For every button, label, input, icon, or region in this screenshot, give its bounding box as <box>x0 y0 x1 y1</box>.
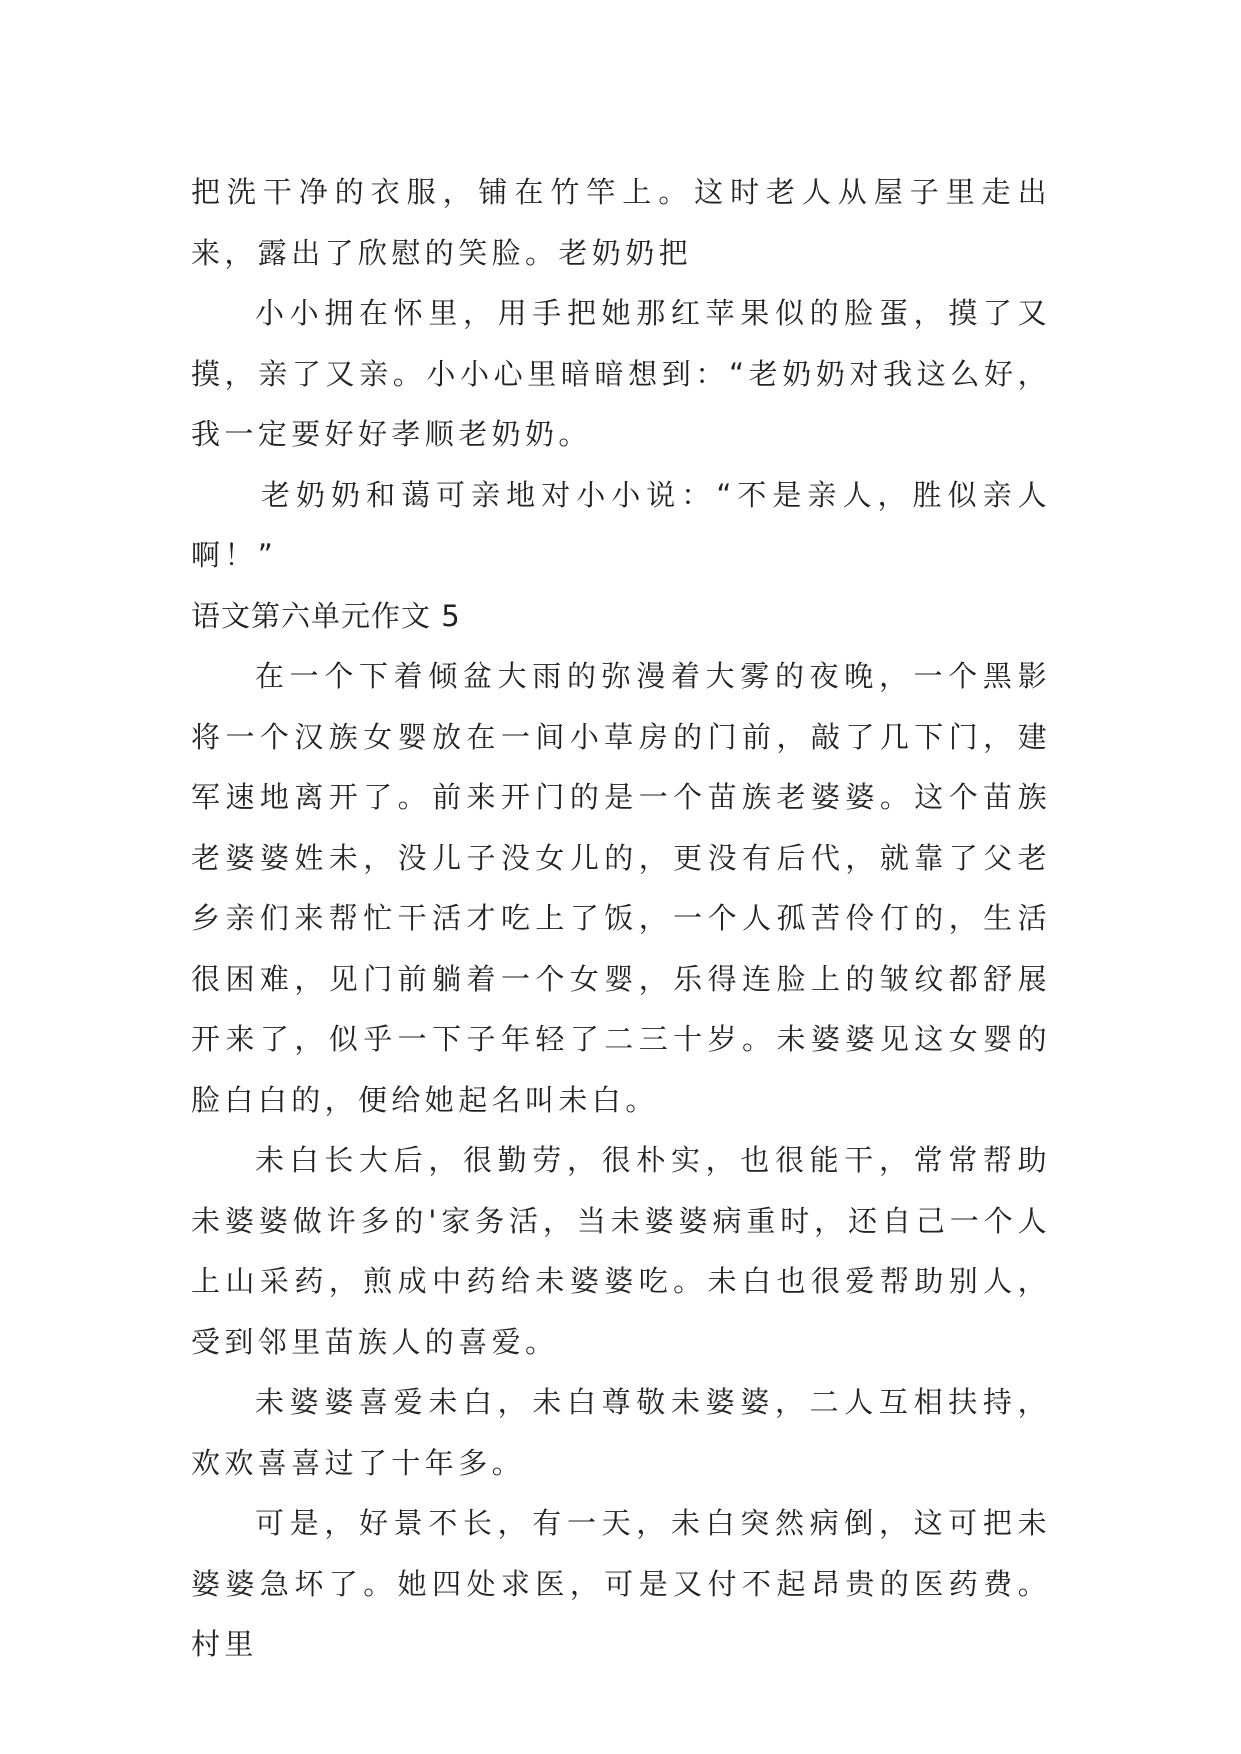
paragraph-3: 老奶奶和蔼可亲地对小小说：“不是亲人，胜似亲人啊！” <box>191 477 1051 572</box>
paragraph-6: 未婆婆喜爱未白，未白尊敬未婆婆，二人互相扶持，欢欢喜喜过了十年多。 <box>191 1385 1051 1480</box>
paragraph-4: 在一个下着倾盆大雨的弥漫着大雾的夜晚，一个黑影将一个汉族女婴放在一间小草房的门前，敲了几下门，建军速地离开了。前来开门的是一个苗族老婆婆。这个苗族老婆婆姓未，没儿子没女儿的，更没有后代，就靠了父老乡亲们来帮忙干活才吃上了饭，一个人孤苦伶仃的，生活很困难，见门前躺着一个女婴，乐得连脸上的皱纹都舒展开来了，似乎一下子年轻了二三十岁。未婆婆见这女婴的脸白白的，便给她起名叫未白。 <box>191 659 1051 1117</box>
paragraph-7: 可是，好景不长，有一天，未白突然病倒，这可把未婆婆急坏了。她四处求医，可是又付不起昂贵的医药费。村里 <box>191 1506 1051 1661</box>
document-body <box>191 162 1051 1675</box>
section-heading: 语文第六单元作文 5 <box>191 598 461 633</box>
paragraph-5: 未白长大后，很勤劳，很朴实，也很能干，常常帮助未婆婆做许多的'家务活，当未婆婆病重时，还自己一个人上山采药，煎成中药给未婆婆吃。未白也很爱帮助别人，受到邻里苗族人的喜爱。 <box>191 1143 1051 1359</box>
paragraph-1: 把洗干净的衣服，铺在竹竿上。这时老人从屋子里走出来，露出了欣慰的笑脸。老奶奶把 <box>191 175 1051 270</box>
paragraph-2: 小小拥在怀里，用手把她那红苹果似的脸蛋，摸了又摸，亲了又亲。小小心里暗暗想到：“老奶奶对我这么好，我一定要好好孝顺老奶奶。 <box>191 296 1051 451</box>
